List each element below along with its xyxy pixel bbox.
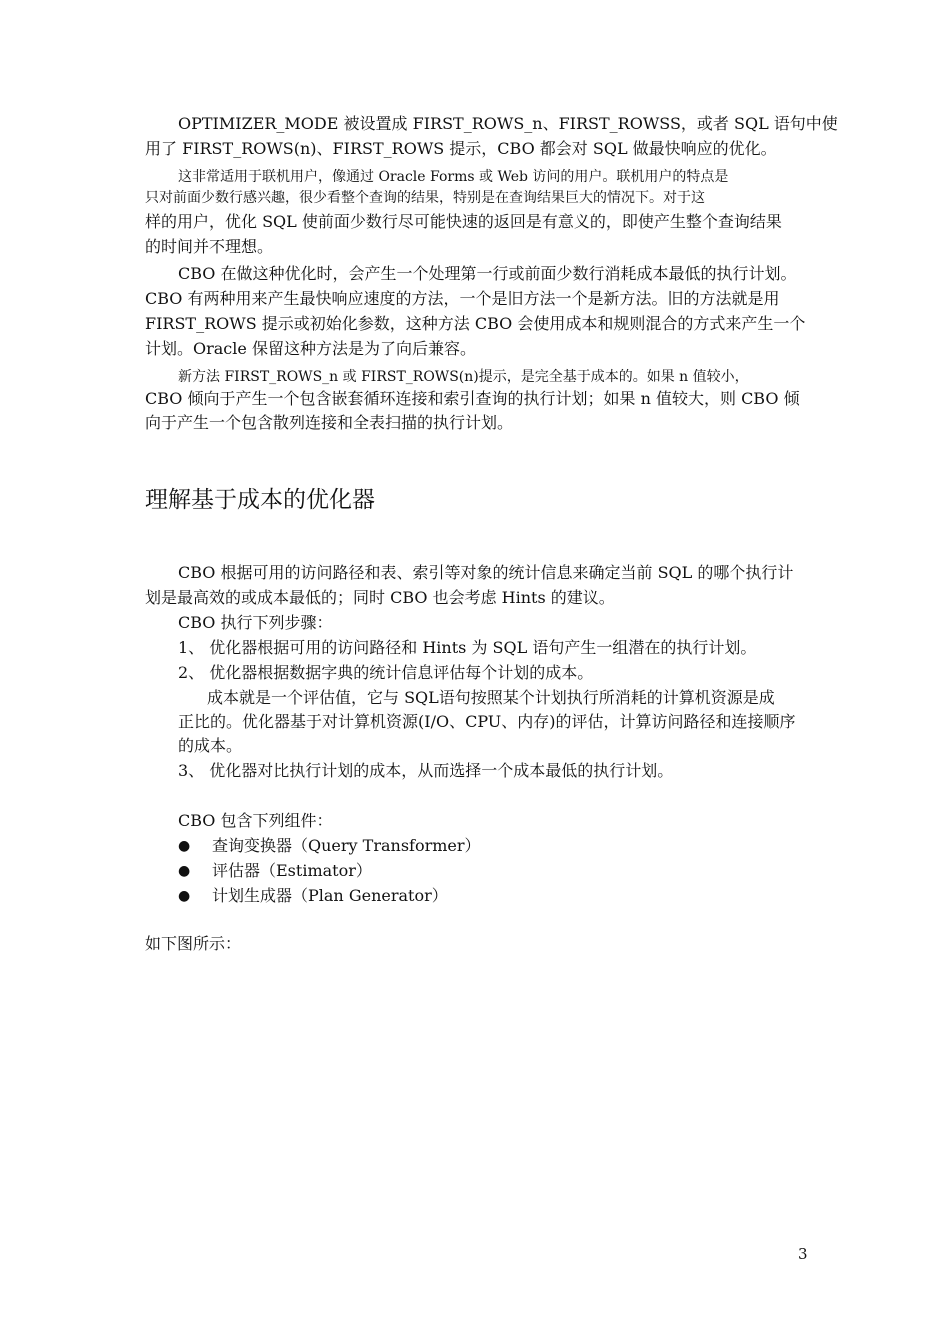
paragraph-4-line-2: CBO 倾向于产生一个包含嵌套循环连接和索引查询的执行计划；如果 n 值较大，则 CBO 倾 — [145, 389, 800, 408]
steps-intro: CBO 执行下列步骤： — [178, 613, 333, 632]
paragraph-5-line-2: 划是最高效的或成本最低的；同时 CBO 也会考虑 Hints 的建议。 — [145, 588, 615, 607]
component-item: 计划生成器（Plan Generator） — [212, 886, 448, 905]
paragraph-3-line-1: CBO 在做这种优化时，会产生一个处理第一行或前面少数行消耗成本最低的执行计划。 — [178, 264, 797, 283]
bullet-icon: ● — [178, 863, 191, 879]
paragraph-2-line-3: 样的用户，优化 SQL 使前面少数行尽可能快速的返回是有意义的，即使产生整个查询结果 — [145, 212, 782, 231]
section-title: 理解基于成本的优化器 — [145, 487, 375, 513]
component-item: 评估器（Estimator） — [212, 861, 372, 880]
paragraph-1-line-1: OPTIMIZER_MODE 被设置成 FIRST_ROWS_n、FIRST_ROWSS，或者 SQL 语句中使 — [178, 114, 838, 133]
paragraph-1-line-2: 用了 FIRST_ROWS(n)、FIRST_ROWS 提示，CBO 都会对 SQL 做最快响应的优化。 — [145, 139, 777, 158]
page-number: 3 — [798, 1245, 808, 1263]
step-2-note-line-1: 成本就是一个评估值，它与 SQL语句按照某个计划执行所消耗的计算机资源是成 — [207, 688, 775, 707]
step-1: 1、 优化器根据可用的访问路径和 Hints 为 SQL 语句产生一组潜在的执行计划。 — [178, 638, 757, 657]
step-2: 2、 优化器根据数据字典的统计信息评估每个计划的成本。 — [178, 663, 594, 682]
component-item: 查询变换器（Query Transformer） — [212, 836, 481, 855]
paragraph-5-line-1: CBO 根据可用的访问路径和表、索引等对象的统计信息来确定当前 SQL 的哪个执行计 — [178, 563, 794, 582]
paragraph-2-line-1: 这非常适用于联机用户，像通过 Oracle Forms 或 Web 访问的用户。联机用户的特点是 — [178, 169, 729, 185]
step-3: 3、 优化器对比执行计划的成本，从而选择一个成本最低的执行计划。 — [178, 761, 674, 780]
paragraph-2-line-4: 的时间并不理想。 — [145, 237, 274, 256]
paragraph-2-line-2: 只对前面少数行感兴趣，很少看整个查询的结果，特别是在查询结果巨大的情况下。对于这 — [145, 190, 705, 206]
paragraph-3-line-3: FIRST_ROWS 提示或初始化参数，这种方法 CBO 会使用成本和规则混合的方式来产生一个 — [145, 314, 806, 333]
paragraph-4-line-3: 向于产生一个包含散列连接和全表扫描的执行计划。 — [145, 413, 514, 432]
step-2-note-line-2: 正比的。优化器基于对计算机资源(I/O、CPU、内存)的评估，计算访问路径和连接顺序 — [178, 712, 796, 731]
paragraph-3-line-4: 计划。Oracle 保留这种方法是为了向后兼容。 — [145, 339, 476, 358]
components-intro: CBO 包含下列组件： — [178, 811, 333, 830]
paragraph-3-line-2: CBO 有两种用来产生最快响应速度的方法，一个是旧方法一个是新方法。旧的方法就是用 — [145, 289, 780, 308]
bullet-icon: ● — [178, 888, 191, 904]
step-2-note-line-3: 的成本。 — [178, 736, 243, 755]
figure-caption: 如下图所示： — [145, 934, 242, 953]
paragraph-4-line-1: 新方法 FIRST_ROWS_n 或 FIRST_ROWS(n)提示，是完全基于成本的。如果 n 值较小， — [178, 369, 749, 385]
bullet-icon: ● — [178, 838, 191, 854]
